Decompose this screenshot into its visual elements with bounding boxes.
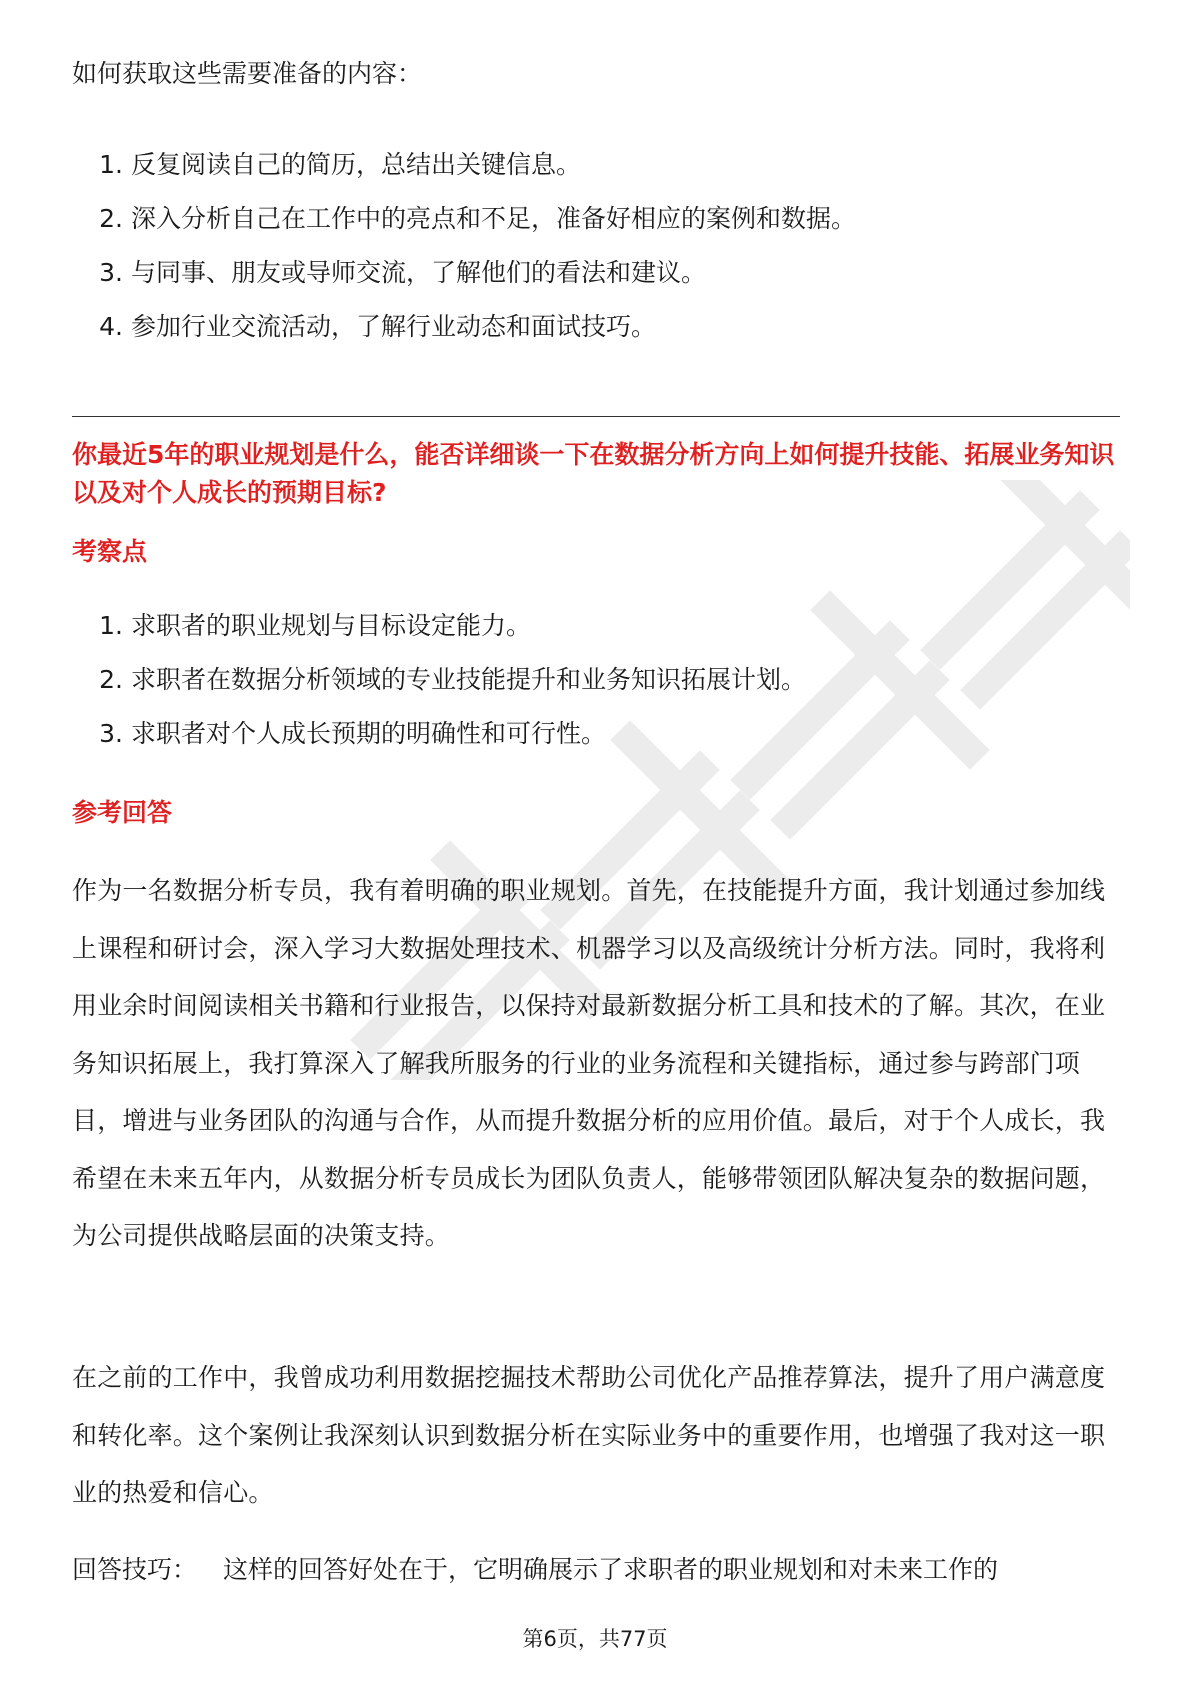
list-item-text: 与同事、朋友或导师交流，了解他们的看法和建议。	[131, 258, 707, 287]
list-item	[72, 138, 856, 192]
prep-list	[72, 138, 856, 354]
focus-heading: 考察点	[72, 537, 148, 566]
list-item	[72, 707, 806, 761]
list-item-text: 求职者的职业规划与目标设定能力。	[131, 611, 532, 640]
answer-tip	[72, 1550, 1120, 1590]
question-heading: 你最近5年的职业规划是什么，能否详细谈一下在数据分析方向上如何提升技能、拓展业务知识以及对个人成长的预期目标?	[72, 440, 1115, 507]
list-item-text: 反复阅读自己的简历，总结出关键信息。	[131, 150, 582, 179]
list-item	[72, 246, 856, 300]
list-number: 3.	[99, 719, 123, 748]
list-item-text: 求职者在数据分析领域的专业技能提升和业务知识拓展计划。	[131, 665, 807, 694]
focus-list	[72, 599, 806, 761]
intro-text: 如何获取这些需要准备的内容：	[72, 59, 423, 88]
tip-label: 回答技巧：	[72, 1555, 198, 1584]
list-item	[72, 300, 856, 354]
list-item	[72, 192, 856, 246]
answer-paragraph: 作为一名数据分析专员，我有着明确的职业规划。首先，在技能提升方面，我计划通过参加线上课程和研讨会，深入学习大数据处理技术、机器学习以及高级统计分析方法。同时，我将利用业余时间阅读相关书籍和行业报告，以保持对最新数据分析工具和技术的了解。其次，在业务知识拓展上，我打算深入了解我所服务的行业的业务流程和关键指标，通过参与跨部门项目，增进与业务团队的沟通与合作，从而提升数据分析的应用价值。最后，对于个人成长，我希望在未来五年内，从数据分析专员成长为团队负责人，能够带领团队解决复杂的数据问题，为公司提供战略层面的决策支持。	[72, 876, 1106, 1250]
answer-heading: 参考回答	[72, 798, 173, 827]
list-number: 1.	[99, 611, 123, 640]
list-number: 3.	[99, 258, 123, 287]
list-number: 4.	[99, 312, 123, 341]
list-item-text: 求职者对个人成长预期的明确性和可行性。	[131, 719, 607, 748]
list-item-text: 深入分析自己在工作中的亮点和不足，准备好相应的案例和数据。	[131, 204, 857, 233]
list-number: 2.	[99, 204, 123, 233]
page-footer: 第6页，共77页	[522, 1627, 668, 1651]
list-item	[72, 599, 806, 653]
list-item-text: 参加行业交流活动，了解行业动态和面试技巧。	[131, 312, 657, 341]
section-divider	[72, 416, 1120, 417]
tip-text: 这样的回答好处在于，它明确展示了求职者的职业规划和对未来工作的	[223, 1555, 999, 1584]
list-item	[72, 653, 806, 707]
list-number: 1.	[99, 150, 123, 179]
answer-paragraph: 在之前的工作中，我曾成功利用数据挖掘技术帮助公司优化产品推荐算法，提升了用户满意度和转化率。这个案例让我深刻认识到数据分析在实际业务中的重要作用，也增强了我对这一职业的热爱和信心。	[72, 1363, 1106, 1507]
list-number: 2.	[99, 665, 123, 694]
